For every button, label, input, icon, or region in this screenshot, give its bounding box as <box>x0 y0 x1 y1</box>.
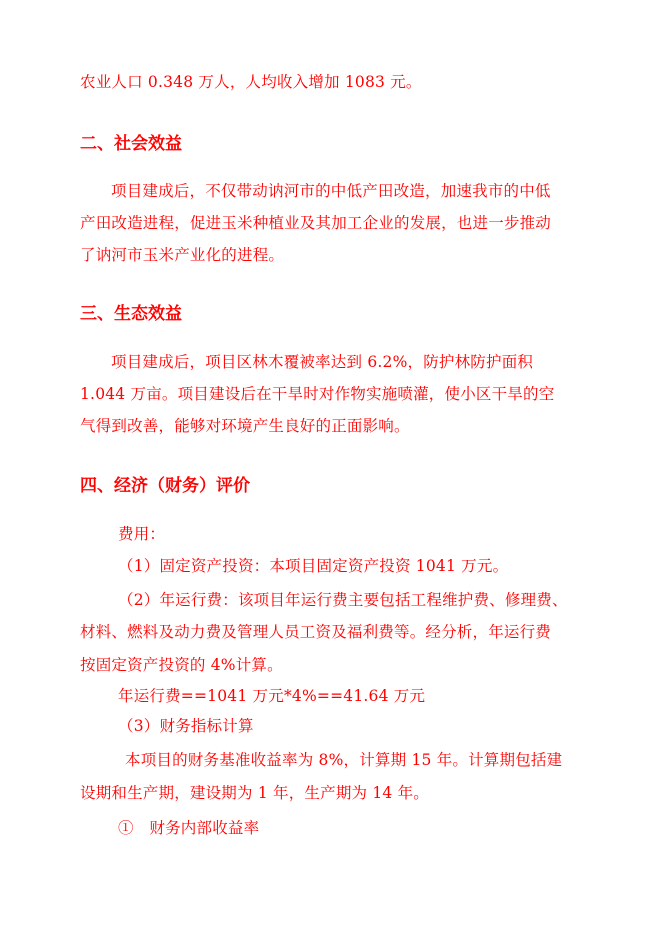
paragraph-line: 产田改造进程，促进玉米种植业及其加工企业的发展，也进一步推动 <box>80 214 552 232</box>
paragraph-line: 气得到改善，能够对环境产生良好的正面影响。 <box>80 417 410 435</box>
paragraph-line: 项目建成后，项目区林木覆被率达到 6.2%，防护林防护面积 <box>111 353 534 371</box>
paragraph-line: （2）年运行费：该项目年运行费主要包括工程维护费、修理费、 <box>118 591 568 609</box>
paragraph-line: （3）财务指标计算 <box>118 717 254 735</box>
paragraph-line: 材料、燃料及动力费及管理人员工资及福利费等。经分析，年运行费 <box>80 623 552 641</box>
paragraph-line: ① 财务内部收益率 <box>118 819 260 837</box>
section-heading-economic-evaluation: 四、经济（财务）评价 <box>80 476 250 496</box>
paragraph-line: 设期和生产期，建设期为 1 年，生产期为 14 年。 <box>80 784 429 802</box>
section-heading-ecological-benefit: 三、生态效益 <box>80 304 182 324</box>
paragraph-line: 农业人口 0.348 万人，人均收入增加 1083 元。 <box>80 73 422 91</box>
paragraph-line: 本项目的财务基准收益率为 8%，计算期 15 年。计算期包括建 <box>125 751 563 769</box>
formula-line: 年运行费==1041 万元*4%==41.64 万元 <box>118 687 426 705</box>
paragraph-line: 费用： <box>118 525 166 543</box>
paragraph-line: 1.044 万亩。项目建设后在干旱时对作物实施喷灌，使小区干旱的空 <box>80 385 555 403</box>
paragraph-line: 了讷河市玉米产业化的进程。 <box>80 246 285 264</box>
paragraph-line: （1）固定资产投资：本项目固定资产投资 1041 万元。 <box>118 557 509 575</box>
paragraph-line: 项目建成后，不仅带动讷河市的中低产田改造，加速我市的中低 <box>111 182 551 200</box>
section-heading-social-benefit: 二、社会效益 <box>80 134 182 154</box>
paragraph-line: 按固定资产投资的 4%计算。 <box>80 656 283 674</box>
